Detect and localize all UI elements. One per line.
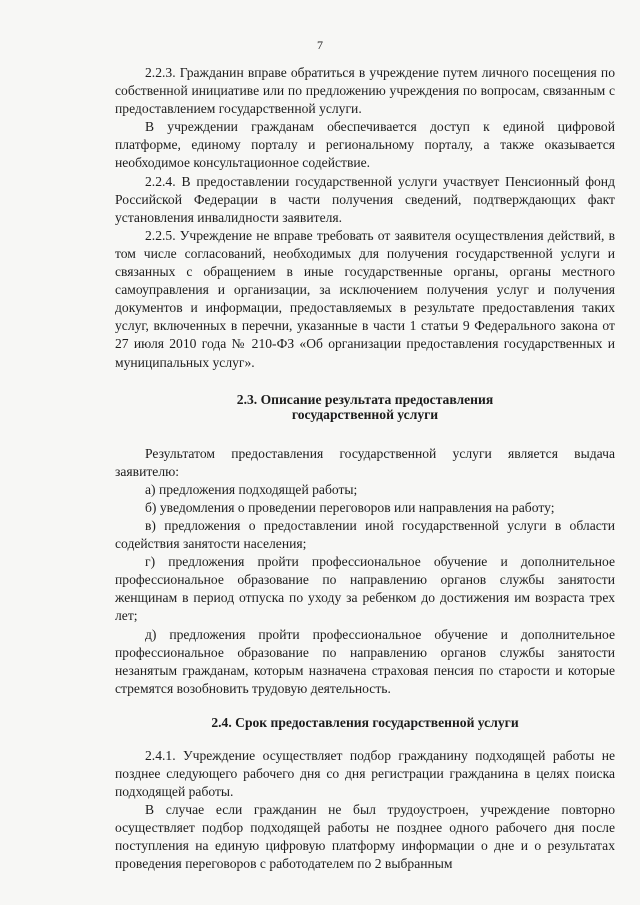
paragraph-2-4-1: 2.4.1. Учреждение осуществляет подбор гражданину подходящей работы не позднее следующего рабочего дня со дня регистрации гражданина в целях поиска подходящей работы. <box>115 747 615 800</box>
result-item-g: г) предложения пройти профессиональное обучение и дополнительное профессиональное образование по направлению органов службы занятости женщинам в период отпуска по уходу за ребенком до достижения им возраста трех лет; <box>115 554 615 624</box>
result-item-d: д) предложения пройти профессиональное обучение и дополнительное профессиональное образование по направлению органов службы занятости незанятым гражданам, которым назначена страховая пенсия по старости и которые стремятся возобновить трудовую деятельность. <box>115 626 615 696</box>
paragraph-2-2-4: 2.2.4. В предоставлении государственной услуги участвует Пенсионный фонд Российской Федерации в части получения сведений, подтверждающих факт установления инвалидности заявителя. <box>115 173 615 225</box>
section-2-3-heading <box>115 392 615 422</box>
paragraph-2-2-3: 2.2.3. Гражданин вправе обратиться в учреждение путем личного посещения по собственной инициативе или по предложению учреждения по вопросам, связанным с предоставлением государственной услуги. <box>115 65 615 117</box>
section-2-3-intro: Результатом предоставления государственной услуги является выдача заявителю: <box>115 445 615 479</box>
result-item-v: в) предложения о предоставлении иной государственной услуги в области содействия занятости населения; <box>115 517 615 552</box>
result-item-b: б) уведомления о проведении переговоров или направления на работу; <box>145 499 555 515</box>
document-body <box>115 64 615 874</box>
page-number: 7 <box>317 38 323 52</box>
section-2-3-heading-line1: 2.3. Описание результата предоставления <box>236 391 494 407</box>
paragraph-platform-access: В учреждении гражданам обеспечивается доступ к единой цифровой платформе, единому порталу и региональному порталу, а также оказывается необходимое консультационное содействие. <box>115 119 615 171</box>
paragraph-repeat-selection: В случае если гражданин не был трудоустроен, учреждение повторно осуществляет подбор подходящей работы не позднее одного рабочего дня после поступления на единую цифровую платформу информации о дне и о результатах проведения переговоров с работодателем по 2 выбранным <box>115 802 615 872</box>
result-item-a: а) предложения подходящей работы; <box>145 481 358 497</box>
section-2-4-heading: 2.4. Срок предоставления государственной услуги <box>211 714 519 730</box>
section-2-3-heading-line2: государственной услуги <box>291 406 439 422</box>
paragraph-2-2-5: 2.2.5. Учреждение не вправе требовать от заявителя осуществления действий, в том числе согласований, необходимых для получения государственной услуги и связанных с обращением в иные государственные органы, органы местного самоуправления и организации, за исключением получения услуг и получения документов и информации, предоставляемых в результате предоставления таких услуг, включенных в перечни, указанные в части 1 статьи 9 Федерального закона от 27 июля 2010 года № 210-ФЗ «Об организации предоставления государственных и муниципальных услуг». <box>115 227 615 370</box>
